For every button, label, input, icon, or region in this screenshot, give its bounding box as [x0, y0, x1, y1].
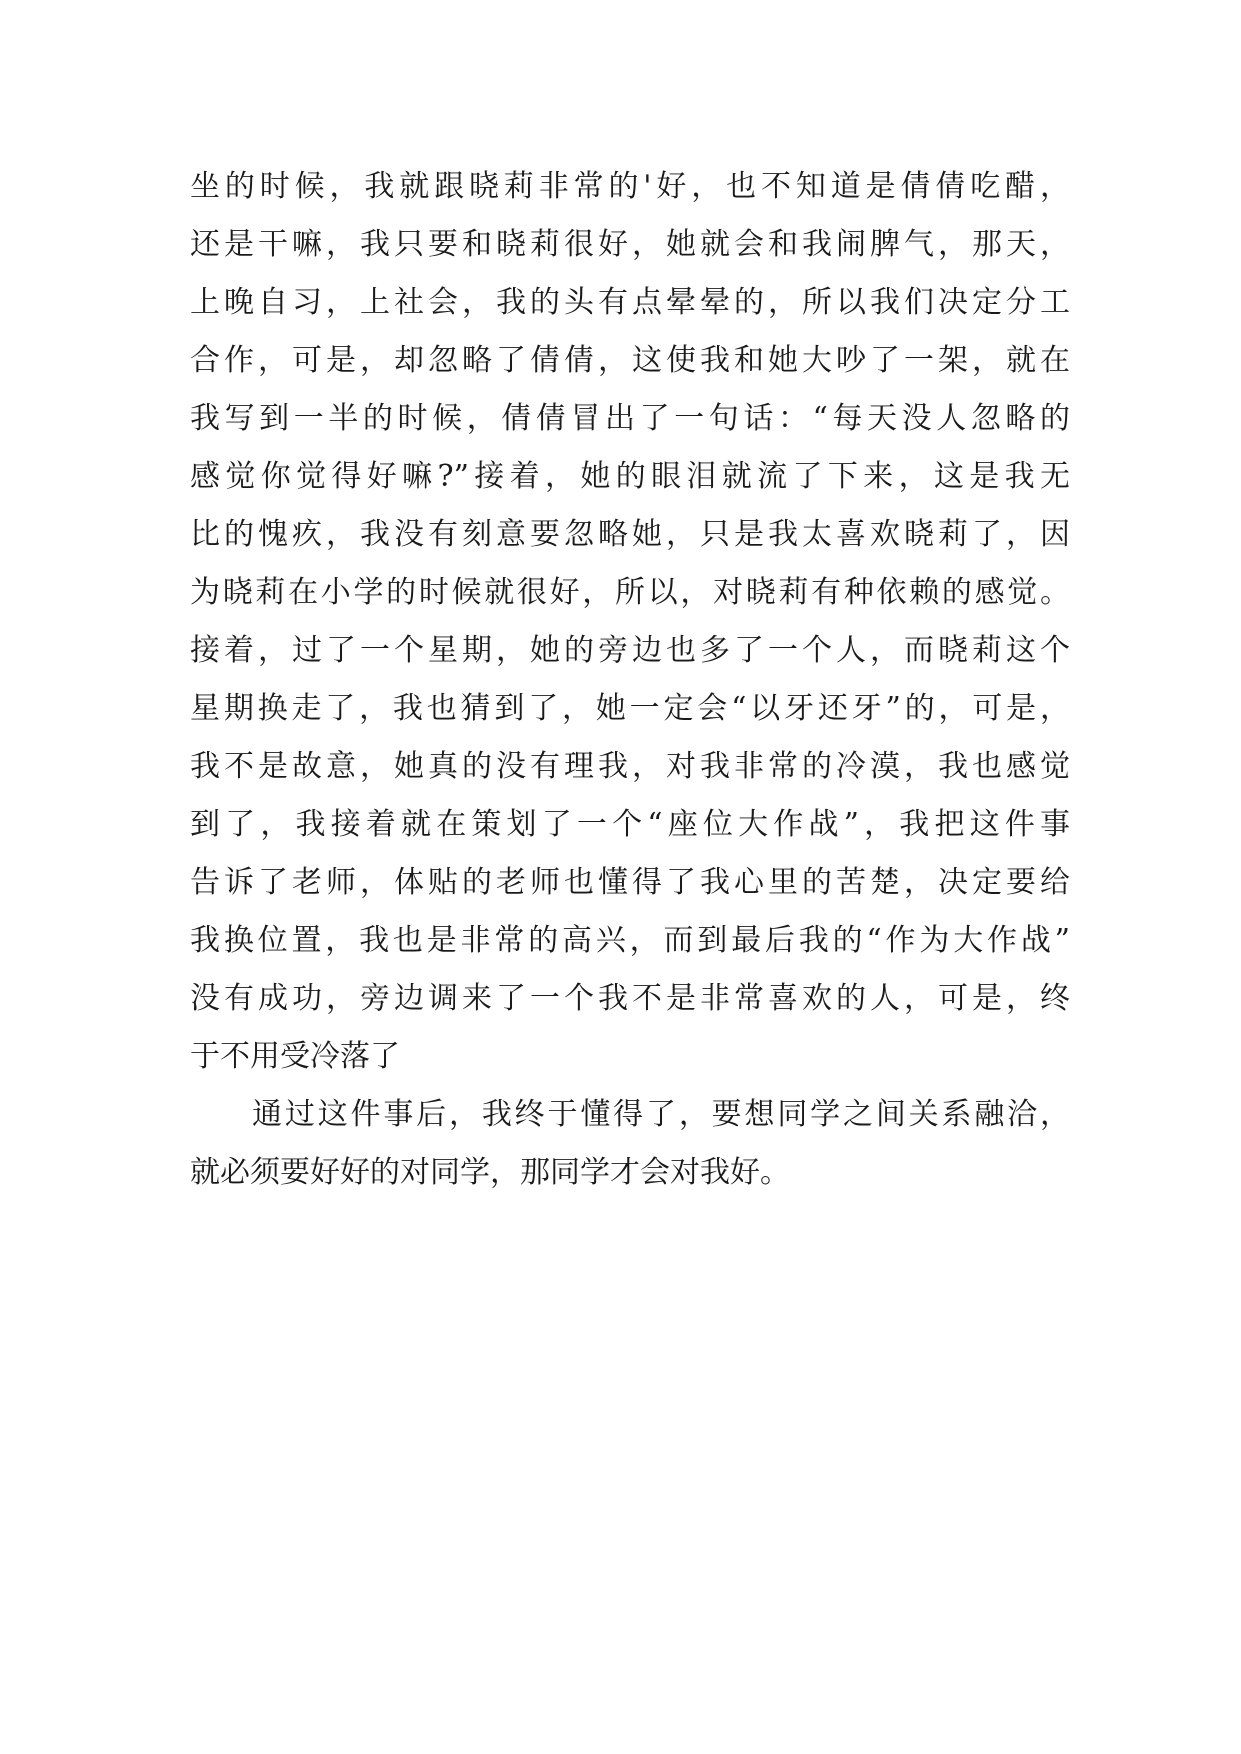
text-line: 于不用受冷落了 — [190, 1039, 400, 1074]
text-line: 为晓莉在小学的时候就很好，所以，对晓莉有种依赖的感觉。 — [190, 575, 1070, 610]
text-line: 感觉你觉得好嘛?”接着，她的眼泪就流了下来，这是我无 — [190, 459, 1070, 494]
text-line: 我不是故意，她真的没有理我，对我非常的冷漠，我也感觉 — [190, 749, 1070, 784]
text-line: 还是干嘛，我只要和晓莉很好，她就会和我闹脾气，那天， — [190, 227, 1070, 262]
text-line: 坐的时候，我就跟晓莉非常的'好，也不知道是倩倩吃醋， — [190, 169, 1070, 204]
text-line: 接着，过了一个星期，她的旁边也多了一个人，而晓莉这个 — [190, 633, 1070, 668]
text-line: 我写到一半的时候，倩倩冒出了一句话：“每天没人忽略的 — [190, 401, 1070, 436]
text-line: 通过这件事后，我终于懂得了，要想同学之间关系融洽， — [252, 1097, 1070, 1132]
text-line: 就必须要好好的对同学，那同学才会对我好。 — [190, 1155, 790, 1190]
text-line: 我换位置，我也是非常的高兴，而到最后我的“作为大作战” — [190, 923, 1070, 958]
text-line: 比的愧疚，我没有刻意要忽略她，只是我太喜欢晓莉了，因 — [190, 517, 1070, 552]
text-line: 合作，可是，却忽略了倩倩，这使我和她大吵了一架，就在 — [190, 343, 1070, 378]
body-text — [190, 158, 1070, 1202]
text-line: 告诉了老师，体贴的老师也懂得了我心里的苦楚，决定要给 — [190, 865, 1070, 900]
text-line: 上晚自习，上社会，我的头有点晕晕的，所以我们决定分工 — [190, 285, 1070, 320]
text-line: 到了，我接着就在策划了一个“座位大作战”，我把这件事 — [190, 807, 1070, 842]
text-line: 没有成功，旁边调来了一个我不是非常喜欢的人，可是，终 — [190, 981, 1070, 1016]
text-line: 星期换走了，我也猜到了，她一定会“以牙还牙”的，可是， — [190, 691, 1070, 726]
